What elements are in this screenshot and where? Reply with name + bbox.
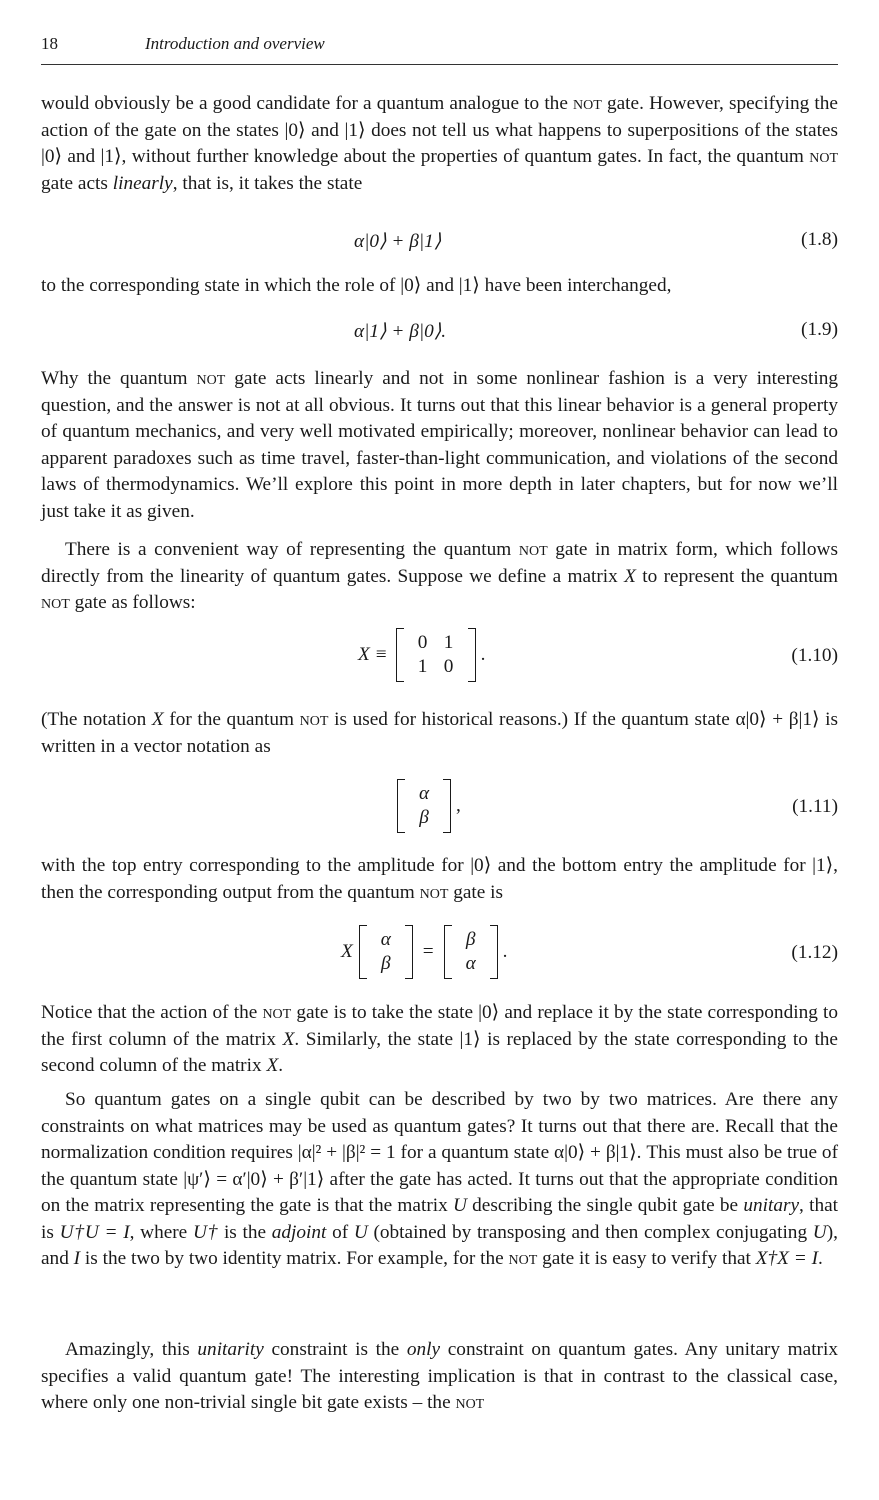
equation-number: (1.10) (791, 645, 838, 666)
equation-1-8 (41, 229, 838, 257)
matrix-lhs: X (341, 941, 353, 962)
left-bracket (397, 779, 405, 833)
paragraph-4: There is a convenient way of representing the quantum not gate in matrix form, which follows directly from the linearity of quantum gates. Suppose we define a matrix X to represent the quantum not gate as follows: (41, 539, 838, 613)
right-bracket (405, 925, 413, 979)
equation-body: α|1⟩ + β|0⟩. (354, 321, 447, 342)
right-bracket (443, 779, 451, 833)
matrix-cell: 0 (443, 656, 454, 677)
left-bracket (359, 925, 367, 979)
paragraph-1: would obviously be a good candidate for a quantum analogue to the not gate. However, specifying the action of the gate on the states |0⟩ and |1⟩ does not tell us what happens to superpositions of the states |0⟩ and |1⟩, without further knowledge about the properties of quantum gates. In fact, the quantum not gate acts linearly, that is, it takes the state (41, 93, 838, 194)
equation-number: (1.11) (792, 796, 838, 817)
vector-cell: β (380, 953, 391, 974)
equation-number: (1.9) (801, 319, 838, 340)
equation-1-12: X α β = β α . (1.12) (41, 925, 838, 981)
paragraph-2: to the corresponding state in which the role of |0⟩ and |1⟩ have been interchanged, (41, 275, 672, 296)
equation-number: (1.12) (791, 942, 838, 963)
page-header (41, 34, 838, 65)
equation-1-9 (41, 319, 838, 347)
paragraph-7: Notice that the action of the not gate is to take the state |0⟩ and replace it by the state corresponding to the first column of the matrix X. Similarly, the state |1⟩ is replaced by the state corresponding to the second column of the matrix X. (41, 1002, 838, 1076)
matrix-cells (404, 631, 468, 679)
matrix-cell: 1 (417, 656, 428, 677)
vector-cell: α (380, 929, 391, 950)
vector-cell: α (465, 953, 476, 974)
left-bracket (396, 628, 404, 682)
vector-cell: α (418, 783, 430, 804)
equation-1-11: α β , (1.11) (41, 779, 838, 835)
paragraph-6: with the top entry corresponding to the amplitude for |0⟩ and the bottom entry the amplitude for |1⟩, then the corresponding output from the quantum not gate is (41, 855, 838, 903)
paragraph-5: (The notation X for the quantum not is used for historical reasons.) If the quantum state α|0⟩ + β|1⟩ is written in a vector notation as (41, 709, 839, 757)
equals-sign: = (422, 941, 434, 962)
vector-cells (367, 928, 405, 976)
left-bracket (444, 925, 452, 979)
equation-number: (1.8) (801, 229, 838, 250)
vector-cells (452, 928, 490, 976)
matrix-cell: 0 (417, 632, 428, 653)
paragraph-3: Why the quantum not gate acts linearly and not in some nonlinear fashion is a very interesting question, and the answer is not at all obvious. It turns out that this linear behavior is a general property of quantum mechanics, and very well motivated empirically; moreover, nonlinear behavior can lead to apparent paradoxes such as time travel, faster-than-light communication, and violations of the second laws of thermodynamics. We’ll explore this point in more depth in later chapters, but for now we’ll just take it as given. (41, 368, 838, 522)
right-bracket (490, 925, 498, 979)
equation-1-10: X ≡ 0 1 1 0 . (1.10) (41, 628, 838, 684)
vector-cells (405, 782, 443, 830)
vector-cell: β (465, 929, 476, 950)
equation-body: α|0⟩ + β|1⟩ (354, 231, 442, 252)
paragraph-8: So quantum gates on a single qubit can be described by two by two matrices. Are there any constraints on what matrices may be used as quantum gates? It turns out that there are. Recall that the normalization condition requires |α|² + |β|² = 1 for a quantum state α|0⟩ + β|1⟩. This must also be true of the quantum state |ψ′⟩ = α′|0⟩ + β′|1⟩ after the gate has acted. It turns out that the appropriate condition on the matrix representing the gate is that the matrix U describing the single qubit gate be unitary, that is U†U = I, where U† is the adjoint of U (obtained by transposing and then complex conjugating U), and I is the two by two identity matrix. For example, for the not gate it is easy to verify that X†X = I. (41, 1089, 838, 1269)
matrix-cell: 1 (443, 632, 454, 653)
paragraph-9: Amazingly, this unitarity constraint is the only constraint on quantum gates. Any unitary matrix specifies a valid quantum gate! The interesting implication is that in contrast to the classical case, where only one non-trivial single bit gate exists – the not (41, 1339, 838, 1413)
matrix-lhs: X ≡ (358, 644, 388, 665)
right-bracket (468, 628, 476, 682)
running-head: Introduction and overview (145, 34, 325, 53)
vector-cell: β (419, 807, 429, 828)
page-number: 18 (41, 34, 58, 53)
